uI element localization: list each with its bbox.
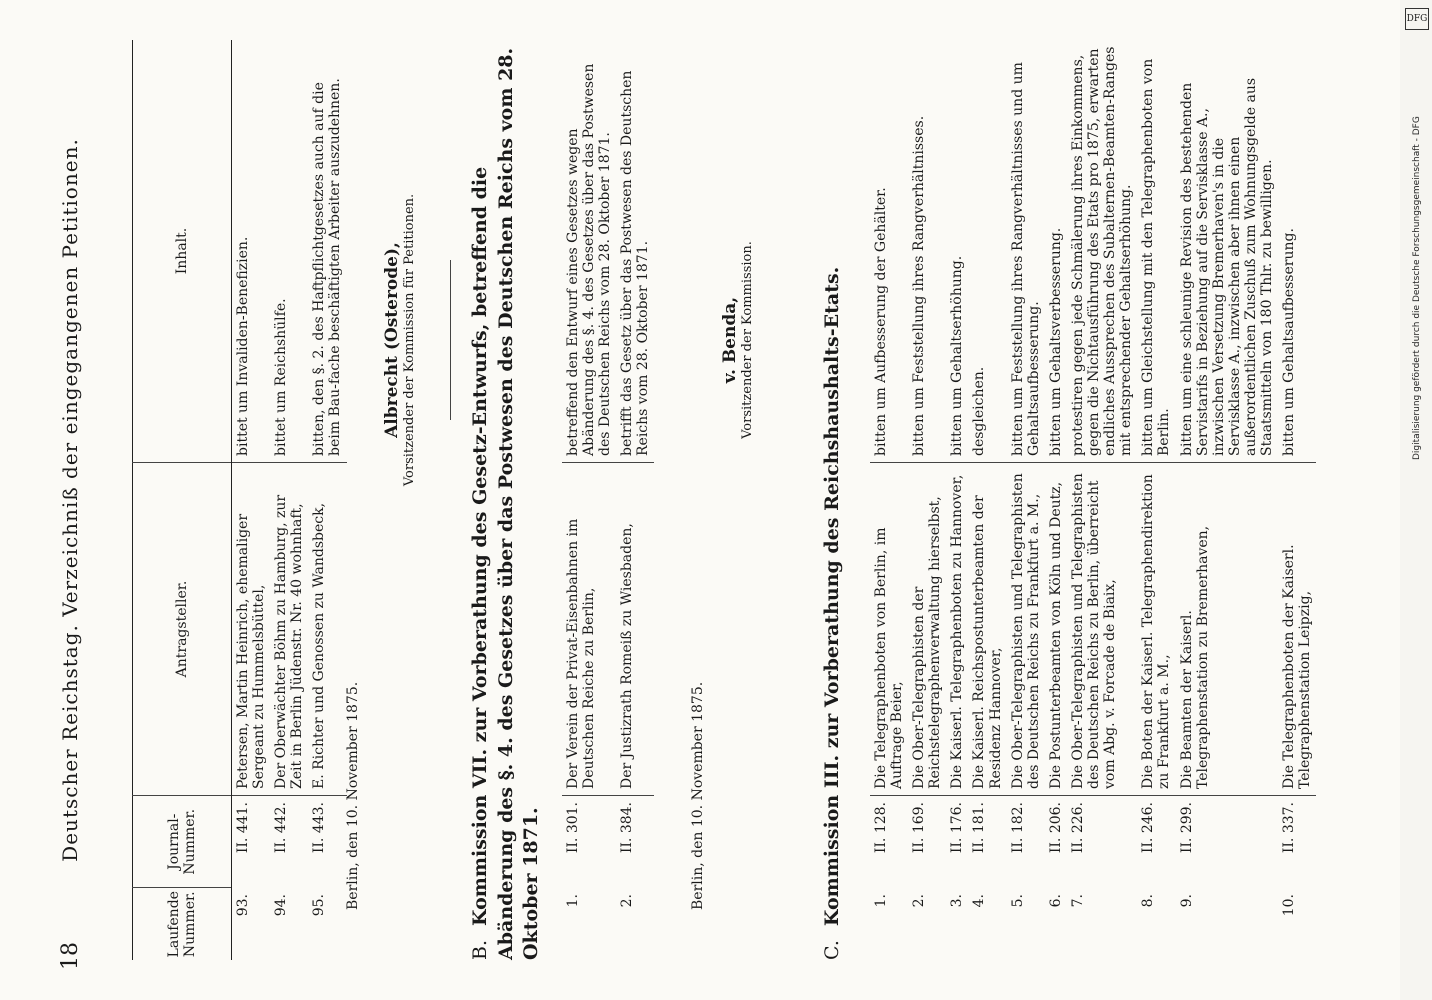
row-applicant: Der Justizrath Romeiß zu Wiesbaden, [616,463,654,796]
col-journal: Journal-Nummer. [133,796,232,889]
section-text: Kommission III. zur Vorberathung des Reichshaushalts-Etats. [821,266,843,927]
row-applicant: Die Postunterbeamten von Köln und Deutz, [1045,463,1067,796]
signatory-role: Vorsitzender der Kommission. [740,241,755,439]
row-content: bitten um Gehaltsaufbesserung. [1281,228,1298,456]
row-content: protestiren gegen jede Schmälerung ihres Einkommens, gegen die Nichtausführung des Etats pro 1875, erwarten endliches Aussprechen des Subalternen-Beamten-Ranges mit entsprechender Gehaltserhöhung. [1069,46,1135,456]
row-journal: II. 182. [1007,796,1045,889]
row-applicant: Petersen, Martin Heinrich, ehemaliger Sergeant zu Hummelsbüttel, [232,463,271,796]
row-applicant: Die Ober-Telegraphisten und Telegraphisten des Deutschen Reichs zu Frankfurt a. M., [1007,463,1045,796]
row-number: 93. [235,894,251,917]
row-content: bitten um Gehaltsverbesserung. [1047,227,1064,456]
row-number: 6. [1047,894,1064,908]
row-journal: II. 246. [1137,796,1175,889]
row-journal: II. 443. [308,796,346,889]
row-applicant: Die Boten der Kaiserl. Telegraphendirektion zu Frankfurt a. M., [1137,463,1175,796]
row-applicant: Die Kaiserl. Telegraphenboten zu Hannover, [946,463,968,796]
date-line-b: Berlin, den 10. November 1875. [690,681,706,910]
row-applicant: E. Richter und Genossen zu Wandsbeck, [308,463,346,796]
petition-table-a [132,40,347,960]
row-journal: II. 441. [232,796,271,889]
row-journal: II. 299. [1176,796,1279,889]
page-header [52,30,92,970]
col-inhalt: Inhalt. [133,40,232,463]
signatory-name: v. Benda, [720,296,740,384]
row-content: bittet um Reichshülfe. [273,298,290,456]
row-content: desgleichen. [971,366,988,456]
table-row [1137,40,1175,960]
date-line-a: Berlin, den 10. November 1875. [345,681,361,910]
row-applicant: Die Telegraphenboten von Berlin, im Auftrage Beier, [870,463,908,796]
row-journal: II. 206. [1045,796,1067,889]
signatory-name: Albrecht (Osterode), [382,242,402,438]
table-row [968,40,1006,960]
signatory-role: Vorsitzender der Kommission für Petitionen. [402,193,417,487]
signature-b [720,150,755,530]
table-row [562,40,616,960]
dfg-logo: DFG [1405,8,1429,30]
row-number: 7. [1069,894,1086,908]
row-applicant: Die Kaiserl. Reichspostunterbeamten der Residenz Hannover, [968,463,1006,796]
row-journal: II. 128. [870,796,908,889]
table-row [1045,40,1067,960]
row-number: 4. [971,894,988,908]
row-applicant: Der Verein der Privat-Eisenbahnen im Deutschen Reiche zu Berlin, [562,463,616,796]
table-row [1278,40,1316,960]
divider [450,260,451,420]
row-content: bitten um Feststellung ihres Rangverhältnisses und um Gehaltsaufbesserung. [1009,62,1042,456]
row-number: 2. [619,894,636,908]
row-applicant: Die Telegraphenboten der Kaiserl. Telegraphenstation Leipzig, [1278,463,1316,796]
row-number: 10. [1281,894,1298,917]
row-journal: II. 176. [946,796,968,889]
row-number: 95. [311,894,328,917]
row-content: bitten um eine schleunige Revision des bestehenden Servistarifs in Beziehung auf die Servisklasse A., inzwischen Versetzung Bremerhaven's in die Servisklasse A., inzwischen aber ihnen einen außerordentlichen Zuschuß zum Wohnungsgelde aus Staatsmitteln von 180 Thlr. zu bewilligen. [1178,77,1275,456]
table-row [308,40,346,960]
funding-credit: Digitalisierung gefördert durch die Deutsche Forschungsgemeinschaft - DFG [1412,116,1422,460]
row-number: 3. [949,894,966,908]
row-number: 94. [273,894,290,917]
col-antragsteller: Antragsteller. [133,463,232,796]
row-journal: II. 169. [908,796,946,889]
section-label: C. [821,940,843,960]
row-content: bitten, den §. 2. des Haftpflichtgesetzes auch auf die beim Bau-fache beschäftigten Arbeiter auszudehnen. [311,78,344,456]
table-row [946,40,968,960]
section-b-heading [468,40,545,960]
row-applicant: Die Ober-Telegraphisten und Telegraphisten des Deutschen Reichs zu Berlin, überreicht vom Abg. v. Forcade de Biaix, [1067,463,1137,796]
row-content: bitten um Feststellung ihres Rangverhältnisses. [911,115,928,456]
table-row [616,40,654,960]
row-number: 2. [911,894,928,908]
row-journal: II. 301. [562,796,616,889]
row-number: 1. [565,894,581,908]
page-number: 18 [58,942,83,970]
row-content: betreffend den Entwurf eines Gesetzes wegen Abänderung des §. 4. des Gesetzes über das Postwesen des Deutschen Reichs vom 28. Oktober 1871. [565,63,614,456]
col-laufende: Laufende Nummer. [133,888,232,960]
row-applicant: Die Ober-Telegraphisten der Reichstelegraphenverwaltung hierselbst, [908,463,946,796]
row-journal: II. 337. [1278,796,1316,889]
page-title: Deutscher Reichstag. Verzeichniß der eingegangenen Petitionen. [58,138,82,862]
row-content: betrifft das Gesetz über das Postwesen des Deutschen Reichs vom 28. Oktober 1871. [619,70,652,456]
row-journal: II. 226. [1067,796,1137,889]
row-number: 1. [873,894,889,908]
petition-table-c [870,40,1316,960]
row-number: 9. [1178,894,1195,908]
row-content: bitten um Aufbesserung der Gehälter. [873,187,889,456]
table-row [1067,40,1137,960]
row-journal: II. 181. [968,796,1006,889]
row-content: bittet um Invaliden-Benefizien. [235,236,251,456]
section-c-heading [820,40,846,960]
section-label: B. [469,939,491,960]
table-row [908,40,946,960]
row-number: 5. [1009,894,1026,908]
row-content: bitten um Gehaltserhöhung. [949,255,966,456]
table-row [870,40,908,960]
row-number: 8. [1140,894,1157,908]
signature-a [382,150,417,530]
table-row [232,40,271,960]
row-content: bitten um Gleichstellung mit den Telegraphenboten von Berlin. [1140,58,1173,456]
row-journal: II. 442. [270,796,308,889]
petition-table-b [562,40,654,960]
table-row [1176,40,1279,960]
table-row [1007,40,1045,960]
section-text: Kommission VII. zur Vorberathung des Gesetz-Entwurfs, betreffend die Abänderung des §. 4. des Gesetzes über das Postwesen des Deutschen Reichs vom 28. Oktober 1871. [469,47,543,960]
row-applicant: Der Oberwächter Böhm zu Hamburg, zur Zeit in Berlin Jüdenstr. Nr. 40 wohnhaft, [270,463,308,796]
table-row [270,40,308,960]
row-journal: II. 384. [616,796,654,889]
row-applicant: Die Beamten der Kaiserl. Telegraphenstation zu Bremerhaven, [1176,463,1279,796]
